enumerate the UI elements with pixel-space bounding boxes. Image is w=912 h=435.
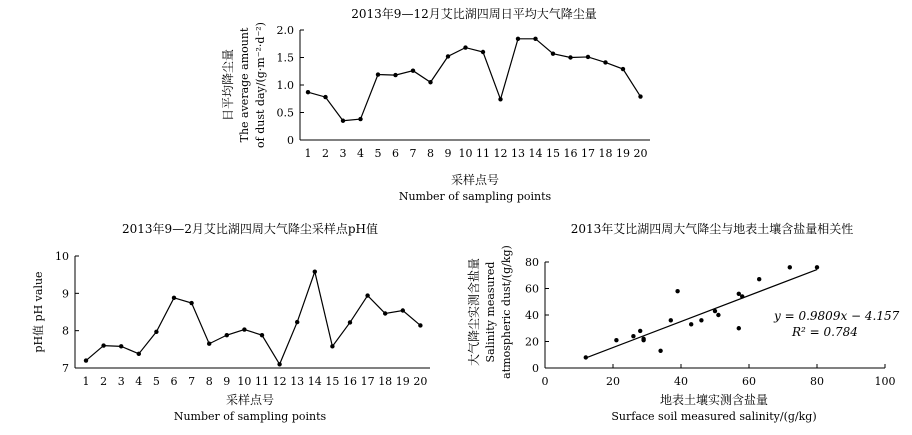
- dust-data-point: [551, 51, 555, 55]
- salinity-data-point: [815, 265, 819, 269]
- ph-y-tick-label: 8: [62, 324, 69, 338]
- salinity-x-tick-label: 80: [810, 375, 824, 388]
- dust-data-point: [498, 97, 502, 101]
- ph-x-tick-label: 8: [205, 375, 213, 388]
- dust-x-tick-label: 7: [409, 147, 417, 160]
- dust-x-tick-label: 14: [528, 147, 543, 160]
- salinity-y-tick-label: 40: [525, 309, 539, 322]
- ph-data-point: [365, 293, 369, 297]
- salinity-y-label-en-1: Salinity measured: [484, 261, 497, 363]
- ph-data-point: [207, 342, 211, 346]
- ph-data-point: [418, 323, 422, 327]
- ph-x-tick-label: 16: [343, 375, 357, 388]
- dust-data-point: [586, 55, 590, 59]
- ph-data-point: [119, 344, 123, 348]
- salinity-data-point: [740, 294, 744, 298]
- ph-x-tick-label: 4: [135, 375, 143, 388]
- dust-x-tick-label: 8: [427, 147, 434, 160]
- ph-data-point: [401, 308, 405, 312]
- ph-chart: [31, 221, 430, 423]
- dust-data-point: [428, 80, 432, 84]
- dust-data-point: [463, 45, 467, 49]
- dust-y-label: 日平均降尘量: [221, 48, 235, 122]
- ph-y-tick-label: 7: [62, 362, 69, 375]
- dust-x-tick-label: 12: [493, 147, 508, 160]
- dust-x-tick-label: 4: [357, 147, 364, 160]
- ph-chart-title: 2013年9—2月艾比湖四周大气降尘采样点pH值: [122, 222, 378, 236]
- salinity-x-tick-label: 0: [541, 375, 549, 388]
- dust-x-tick-label: 9: [444, 147, 452, 160]
- salinity-r-squared: R² = 0.784: [792, 325, 858, 339]
- dust-x-tick-label: 1: [304, 147, 312, 160]
- dust-x-tick-label: 17: [581, 147, 595, 160]
- dust-data-point: [323, 95, 327, 99]
- dust-x-ticks: [305, 147, 648, 160]
- salinity-data-point: [675, 289, 679, 293]
- dust-x-tick-label: 19: [616, 147, 630, 160]
- salinity-data-point: [658, 349, 662, 353]
- dust-x-tick-label: 16: [563, 147, 578, 160]
- dust-data-point: [516, 37, 520, 41]
- ph-data-point: [172, 296, 176, 300]
- ph-x-tick-label: 11: [255, 375, 269, 388]
- salinity-y-tick-label: 80: [525, 256, 539, 269]
- dust-y-label-en-1: The average amount: [238, 27, 251, 143]
- dust-series-line: [308, 39, 641, 121]
- salinity-data-point: [631, 334, 635, 338]
- dust-y-tick-label: 0: [287, 134, 294, 147]
- ph-series-line: [86, 272, 420, 365]
- ph-x-tick-label: 5: [152, 375, 160, 388]
- dust-chart-title: 2013年9—12月艾比湖四周日平均大气降尘量: [351, 7, 597, 21]
- dust-y-tick-label: 0.5: [276, 106, 294, 120]
- ph-data-point: [137, 352, 141, 356]
- ph-x-tick-label: 20: [413, 375, 428, 388]
- dust-x-tick-label: 15: [546, 147, 560, 160]
- dust-x-tick-label: 3: [339, 147, 347, 160]
- ph-data-point: [260, 333, 264, 337]
- ph-x-tick-label: 12: [272, 375, 287, 388]
- dust-x-tick-label: 11: [476, 147, 490, 160]
- salinity-data-point: [788, 265, 792, 269]
- ph-data-point: [225, 333, 229, 337]
- dust-chart: [220, 6, 650, 203]
- dust-x-tick-label: 5: [374, 147, 382, 160]
- dust-data-point: [341, 119, 345, 123]
- ph-data-point: [330, 344, 334, 348]
- salinity-data-point: [699, 318, 703, 322]
- dust-x-tick-label: 20: [633, 147, 648, 160]
- salinity-data-point: [713, 309, 717, 313]
- salinity-data-point: [584, 355, 588, 359]
- ph-x-tick-label: 17: [360, 375, 375, 388]
- ph-x-label-en: Number of sampling points: [173, 410, 327, 423]
- dust-y-label-en-2: of dust day/(g·m⁻²·d⁻²): [254, 22, 267, 148]
- ph-data-point: [313, 269, 317, 273]
- ph-x-tick-label: 9: [223, 375, 231, 388]
- ph-y-tick-label: 9: [62, 287, 69, 301]
- dust-data-point: [376, 72, 380, 76]
- dust-data-point: [638, 94, 642, 98]
- salinity-y-label-en-2: atmospheric dust/(g/kg): [500, 245, 513, 379]
- ph-x-ticks: [83, 375, 428, 388]
- ph-x-tick-label: 6: [170, 375, 178, 388]
- dust-data-point: [481, 50, 485, 54]
- salinity-data-point: [638, 329, 642, 333]
- salinity-y-tick-label: 60: [525, 282, 539, 296]
- salinity-data-point: [737, 326, 741, 330]
- salinity-equation: y = 0.9809x − 4.157: [774, 309, 900, 323]
- dust-x-tick-label: 2: [322, 147, 329, 160]
- salinity-x-label: 地表土壤实测含盐量: [659, 393, 769, 407]
- salinity-data-point: [669, 318, 673, 322]
- dust-x-tick-label: 6: [392, 147, 399, 160]
- ph-x-tick-label: 15: [325, 375, 340, 388]
- dust-data-point: [568, 55, 572, 59]
- ph-data-point: [84, 358, 88, 362]
- ph-data-point: [154, 330, 158, 334]
- salinity-data-point: [614, 338, 618, 342]
- dust-x-tick-label: 13: [511, 147, 525, 160]
- ph-y-label: pH值 pH value: [32, 271, 45, 353]
- ph-data-point: [101, 343, 105, 347]
- dust-data-point: [306, 90, 310, 94]
- dust-data-point: [533, 37, 537, 41]
- ph-x-tick-label: 18: [378, 375, 393, 388]
- dust-y-tick-label: 2.0: [276, 24, 294, 37]
- ph-x-label: 采样点号: [225, 393, 275, 407]
- dust-x-tick-label: 10: [458, 147, 473, 160]
- salinity-y-label: 大气降尘实测含盐量: [467, 257, 481, 367]
- ph-y-tick-label: 10: [55, 250, 69, 263]
- ph-x-tick-label: 10: [237, 375, 252, 388]
- ph-x-tick-label: 13: [290, 375, 305, 388]
- ph-x-tick-label: 19: [395, 375, 410, 388]
- dust-data-point: [446, 54, 450, 58]
- ph-data-point: [295, 320, 299, 324]
- ph-x-tick-label: 7: [188, 375, 196, 388]
- ph-data-point: [189, 301, 193, 305]
- dust-data-point: [603, 60, 607, 64]
- ph-x-tick-label: 1: [82, 375, 90, 388]
- salinity-x-label-en: Surface soil measured salinity/(g/kg): [611, 410, 817, 423]
- ph-x-tick-label: 3: [117, 375, 125, 388]
- dust-data-point: [621, 67, 625, 71]
- ph-data-point: [277, 362, 281, 366]
- salinity-y-tick-label: 20: [525, 335, 539, 349]
- salinity-data-point: [689, 322, 693, 326]
- dust-data-point: [358, 117, 362, 121]
- dust-x-label-en: Number of sampling points: [398, 190, 552, 203]
- dust-data-point: [393, 73, 397, 77]
- salinity-x-tick-label: 60: [742, 375, 756, 388]
- ph-data-point: [242, 327, 246, 331]
- dust-x-label: 采样点号: [450, 173, 500, 187]
- salinity-x-tick-label: 40: [674, 375, 688, 388]
- ph-x-tick-label: 2: [100, 375, 108, 388]
- salinity-y-tick-label: 0: [532, 362, 539, 375]
- salinity-x-tick-label: 20: [606, 375, 620, 388]
- salinity-data-point: [716, 313, 720, 317]
- salinity-data-point: [641, 337, 645, 341]
- dust-y-tick-label: 1.0: [276, 79, 294, 92]
- dust-x-tick-label: 18: [598, 147, 613, 160]
- ph-data-point: [383, 311, 387, 315]
- salinity-x-tick-label: 100: [874, 375, 896, 388]
- dust-y-tick-label: 1.5: [276, 51, 294, 65]
- dust-data-point: [411, 69, 415, 73]
- salinity-chart-title: 2013年艾比湖四周大气降尘与地表土壤含盐量相关性: [570, 222, 854, 236]
- ph-data-point: [348, 320, 352, 324]
- salinity-data-point: [757, 277, 761, 281]
- ph-x-tick-label: 14: [307, 375, 322, 388]
- salinity-chart: [466, 221, 900, 423]
